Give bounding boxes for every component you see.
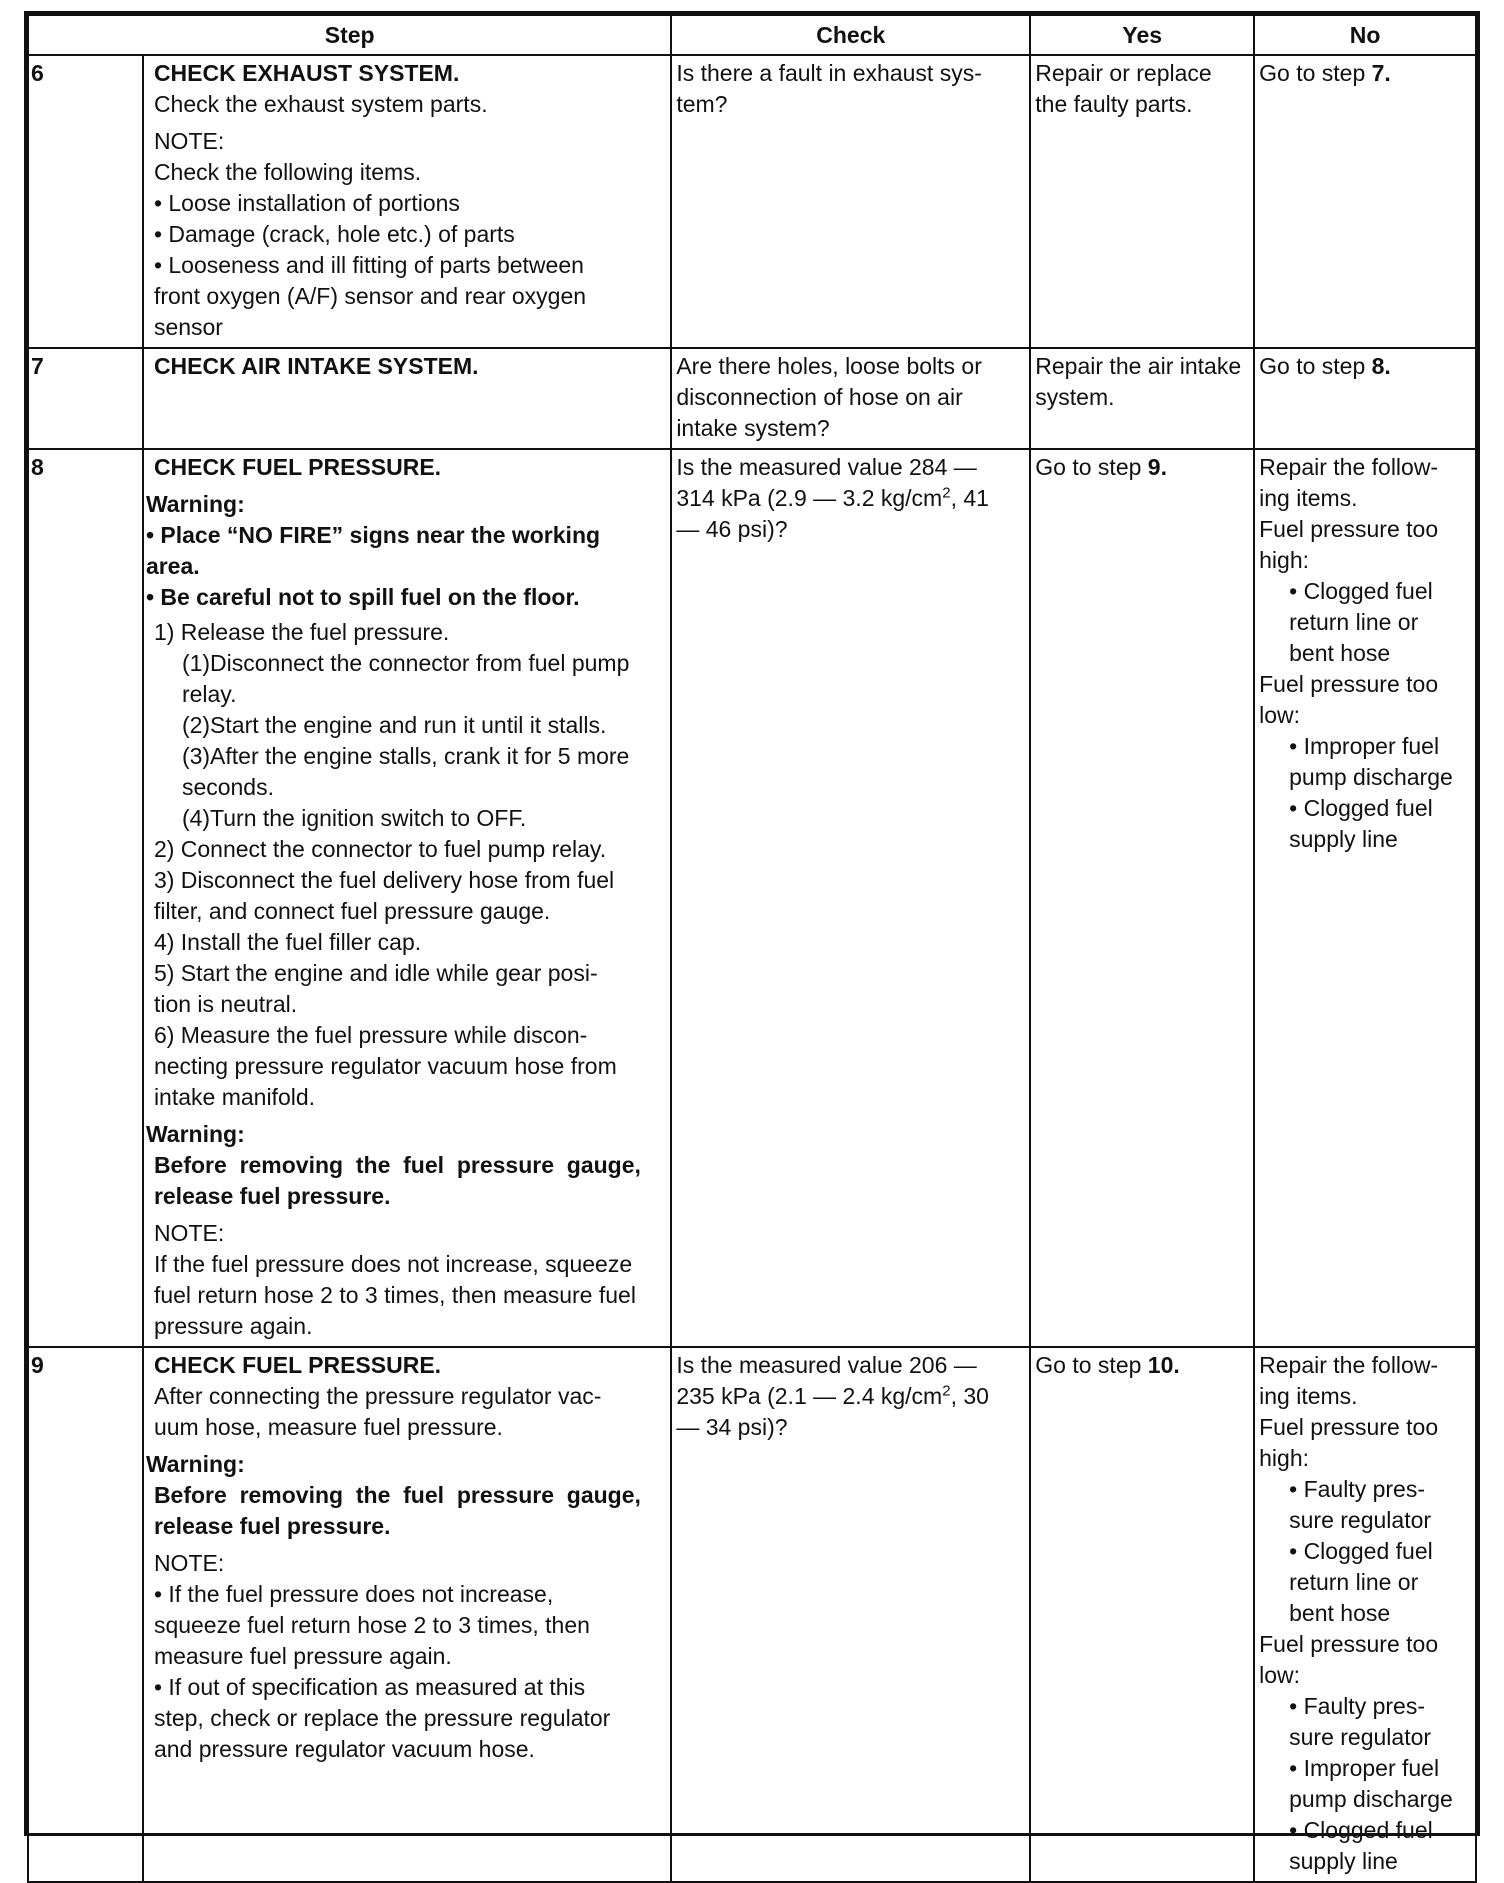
step-text: uum hose, measure fuel pressure. xyxy=(153,1414,503,1440)
no-bullet: pump discharge xyxy=(1289,1786,1453,1812)
yes-step-ref: 10. xyxy=(1147,1352,1180,1378)
check-text: Is the measured value 284 — xyxy=(676,454,977,480)
no-bullet: • Improper fuel xyxy=(1289,1755,1440,1781)
step-title: CHECK EXHAUST SYSTEM. xyxy=(153,60,460,86)
note-text: pressure again. xyxy=(153,1313,313,1339)
warning-text: Before removing the fuel pressure gauge, xyxy=(153,1482,641,1508)
procedure-step: necting pressure regulator vacuum hose from xyxy=(153,1053,617,1079)
yes-action xyxy=(1030,449,1254,1347)
header-no: No xyxy=(1254,15,1476,55)
no-action xyxy=(1254,1347,1476,1882)
warning-bullet: • Be careful not to spill fuel on the floor. xyxy=(145,584,580,610)
procedure-substep: (1)Disconnect the connector from fuel pump xyxy=(181,650,630,676)
check-superscript: 2 xyxy=(942,1382,951,1400)
no-text: ing items. xyxy=(1259,485,1358,511)
no-text: Repair the follow- xyxy=(1259,454,1439,480)
procedure-step: filter, and connect fuel pressure gauge. xyxy=(153,898,551,924)
yes-action: Repair or replace the faulty parts. xyxy=(1030,55,1254,348)
no-action xyxy=(1254,348,1476,449)
check-question xyxy=(671,1347,1030,1882)
yes-step-ref: 9. xyxy=(1147,454,1167,480)
no-step-ref: 7. xyxy=(1371,60,1391,86)
procedure-step: 4) Install the fuel filler cap. xyxy=(153,929,422,955)
check-question: Is there a fault in exhaust sys-tem? xyxy=(671,55,1030,348)
procedure-substep: (4)Turn the ignition switch to OFF. xyxy=(181,805,527,831)
no-text: high: xyxy=(1259,547,1309,573)
no-bullet: • Clogged fuel xyxy=(1289,578,1433,604)
note-bullet: • If out of specification as measured at this xyxy=(153,1674,586,1700)
no-bullet: bent hose xyxy=(1289,1600,1391,1626)
no-text: Repair the follow- xyxy=(1259,1352,1439,1378)
check-text xyxy=(676,483,1025,514)
no-bullet: return line or xyxy=(1289,609,1419,635)
step-number: 9 xyxy=(28,1347,143,1882)
procedure-substep: (3)After the engine stalls, crank it for 5 more xyxy=(181,743,630,769)
check-text: — 34 psi)? xyxy=(676,1414,788,1440)
step-number: 7 xyxy=(28,348,143,449)
no-bullet: return line or xyxy=(1289,1569,1419,1595)
warning-text: area. xyxy=(145,553,200,579)
note-heading: NOTE: xyxy=(153,1550,225,1576)
no-bullet: supply line xyxy=(1289,1848,1398,1874)
procedure-substep: relay. xyxy=(181,681,237,707)
procedure-substep: seconds. xyxy=(181,774,274,800)
no-step-ref: 8. xyxy=(1371,353,1391,379)
yes-action: Repair the air intake system. xyxy=(1030,348,1254,449)
no-action xyxy=(1254,449,1476,1347)
check-text-part: 314 kPa (2.9 — 3.2 kg/cm xyxy=(676,485,943,511)
no-bullet: • Clogged fuel xyxy=(1289,795,1433,821)
step-description xyxy=(143,55,671,348)
note-bullet: • Damage (crack, hole etc.) of parts xyxy=(153,221,515,247)
check-question xyxy=(671,449,1030,1347)
no-bullet: sure regulator xyxy=(1289,1507,1432,1533)
table-header-row xyxy=(28,15,1476,55)
note-text: front oxygen (A/F) sensor and rear oxygen xyxy=(153,283,587,309)
header-yes: Yes xyxy=(1030,15,1254,55)
header-check: Check xyxy=(671,15,1030,55)
procedure-step: 6) Measure the fuel pressure while discon- xyxy=(153,1022,588,1048)
step-title: CHECK FUEL PRESSURE. xyxy=(153,454,442,480)
step-number: 6 xyxy=(28,55,143,348)
check-text-part: , 41 xyxy=(950,485,989,511)
no-action xyxy=(1254,55,1476,348)
step-title: CHECK FUEL PRESSURE. xyxy=(153,1352,442,1378)
note-text: Check the following items. xyxy=(153,159,422,185)
note-bullet: • Loose installation of portions xyxy=(153,190,460,216)
warning-heading: Warning: xyxy=(145,1451,245,1477)
no-bullet: • Clogged fuel xyxy=(1289,1538,1433,1564)
check-text: Is the measured value 206 — xyxy=(676,1352,977,1378)
no-bullet: sure regulator xyxy=(1289,1724,1432,1750)
note-text: measure fuel pressure again. xyxy=(153,1643,452,1669)
warning-heading: Warning: xyxy=(145,1121,245,1147)
note-text: If the fuel pressure does not increase, squeeze xyxy=(153,1251,633,1277)
no-bullet: • Improper fuel xyxy=(1289,733,1440,759)
warning-heading: Warning: xyxy=(145,491,245,517)
procedure-step: tion is neutral. xyxy=(153,991,298,1017)
no-text: low: xyxy=(1259,1662,1301,1688)
check-text-part: 235 kPa (2.1 — 2.4 kg/cm xyxy=(676,1383,943,1409)
note-heading: NOTE: xyxy=(153,128,225,154)
no-bullet: • Faulty pres- xyxy=(1289,1476,1425,1502)
check-text: — 46 psi)? xyxy=(676,516,788,542)
warning-bullet: • Place “NO FIRE” signs near the working xyxy=(145,522,601,548)
warning-text: release fuel pressure. xyxy=(153,1513,391,1539)
check-text xyxy=(676,1381,1025,1412)
no-bullet: • Faulty pres- xyxy=(1289,1693,1425,1719)
no-bullet: bent hose xyxy=(1289,640,1391,666)
step-description xyxy=(143,1347,671,1882)
no-text: ing items. xyxy=(1259,1383,1358,1409)
step-description xyxy=(143,449,671,1347)
step-title: CHECK AIR INTAKE SYSTEM. xyxy=(153,353,479,379)
no-text: Fuel pressure too xyxy=(1259,516,1439,542)
step-number: 8 xyxy=(28,449,143,1347)
yes-action-text: Go to step xyxy=(1035,1352,1148,1378)
no-text: low: xyxy=(1259,702,1301,728)
no-text: Fuel pressure too xyxy=(1259,1414,1439,1440)
step-text: Check the exhaust system parts. xyxy=(153,91,488,117)
note-bullet: • Looseness and ill fitting of parts between xyxy=(153,252,584,278)
yes-action xyxy=(1030,1347,1254,1882)
no-bullet: supply line xyxy=(1289,826,1398,852)
procedure-step: intake manifold. xyxy=(153,1084,316,1110)
no-text: high: xyxy=(1259,1445,1309,1471)
note-text: step, check or replace the pressure regulator xyxy=(153,1705,611,1731)
warning-text: release fuel pressure. xyxy=(153,1183,391,1209)
no-text: Fuel pressure too xyxy=(1259,1631,1439,1657)
procedure-step: 2) Connect the connector to fuel pump relay. xyxy=(153,836,607,862)
table-row-step-8 xyxy=(28,449,1476,1347)
no-action-text: Go to step xyxy=(1259,353,1372,379)
no-bullet: • Clogged fuel xyxy=(1289,1817,1433,1843)
note-text: fuel return hose 2 to 3 times, then measure fuel xyxy=(153,1282,636,1308)
procedure-step: 1) Release the fuel pressure. xyxy=(153,619,450,645)
no-bullet: pump discharge xyxy=(1289,764,1453,790)
note-heading: NOTE: xyxy=(153,1220,225,1246)
procedure-step: 5) Start the engine and idle while gear posi- xyxy=(153,960,598,986)
table-row-step-7 xyxy=(28,348,1476,449)
note-text: squeeze fuel return hose 2 to 3 times, then xyxy=(153,1612,590,1638)
diagnostic-table-sheet xyxy=(24,11,1480,1874)
no-action-text: Go to step xyxy=(1259,60,1372,86)
check-question: Are there holes, loose bolts or disconnection of hose on air intake system? xyxy=(671,348,1030,449)
check-superscript: 2 xyxy=(942,484,951,502)
yes-action-text: Go to step xyxy=(1035,454,1148,480)
header-step: Step xyxy=(28,15,671,55)
procedure-step: 3) Disconnect the fuel delivery hose from fuel xyxy=(153,867,615,893)
note-text: and pressure regulator vacuum hose. xyxy=(153,1736,535,1762)
step-text: After connecting the pressure regulator vac- xyxy=(153,1383,602,1409)
step-description xyxy=(143,348,671,449)
check-text-part: , 30 xyxy=(950,1383,989,1409)
table-row-step-6 xyxy=(28,55,1476,348)
note-bullet: • If the fuel pressure does not increase, xyxy=(153,1581,554,1607)
warning-text: Before removing the fuel pressure gauge, xyxy=(153,1152,641,1178)
table-row-step-9 xyxy=(28,1347,1476,1882)
diagnostic-table xyxy=(27,14,1477,1883)
procedure-substep: (2)Start the engine and run it until it stalls. xyxy=(181,712,607,738)
note-text: sensor xyxy=(153,314,223,340)
no-text: Fuel pressure too xyxy=(1259,671,1439,697)
